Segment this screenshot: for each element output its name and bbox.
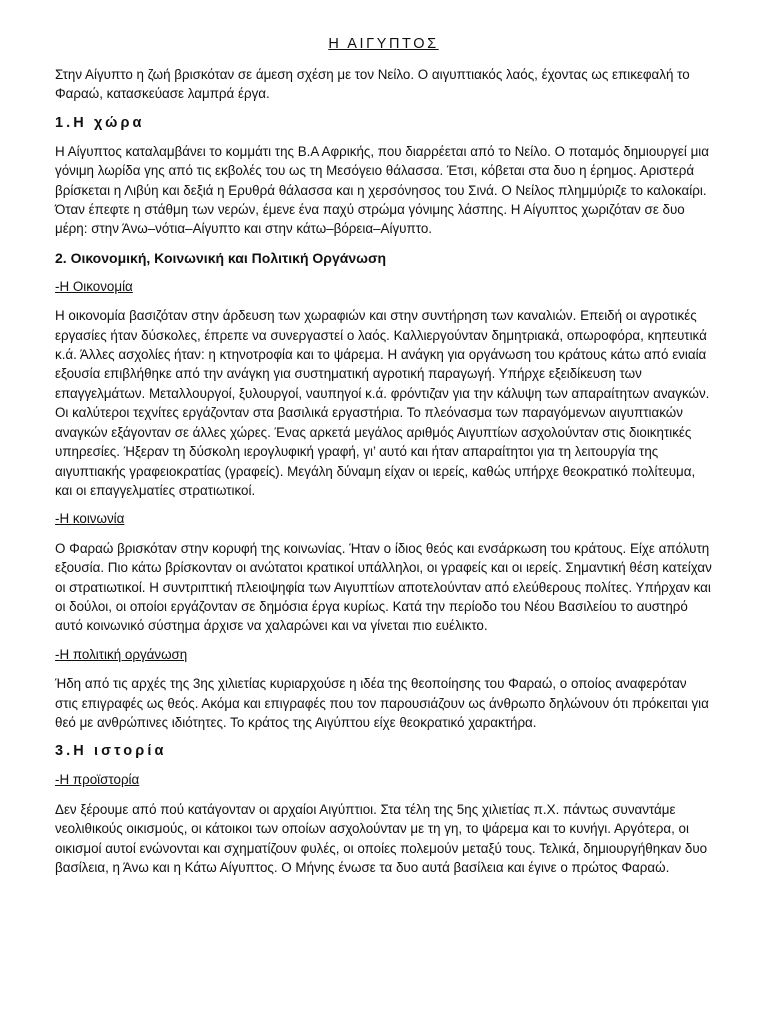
- society-paragraph: Ο Φαραώ βρισκόταν στην κορυφή της κοινωνίας. Ήταν ο ίδιος θεός και ενσάρκωση του κράτους. Είχε απόλυτη εξουσία. Πιο κάτω βρίσκονταν οι ανώτατοι κρατικοί υπάλληλοι, οι γραφείς και οι ιερείς. Σημαντική θέση κατείχαν οι στρατιωτικοί. Η συντριπτική πλειοψηφία των Αιγυπτίων αποτελούνταν από ελεύθερους πολίτες. Υπήρχαν και οι δούλοι, οι οποίοι εργάζονταν σε δημόσια έργα κυρίως. Κατά την περίοδο του Νέου Βασιλείου το αυστηρό αυτό κοινωνικό σύστημα άρχισε να χαλαρώνει και να γίνεται πιο ευέλικτο.: [55, 540, 712, 634]
- prehistory-paragraph: Δεν ξέρουμε από πού κατάγονταν οι αρχαίοι Αιγύπτιοι. Στα τέλη της 5ης χιλιετίας π.Χ. πάντως συναντάμε νεολιθικούς οικισμούς, οι κάτοικοι των οποίων ασχολούνταν με τη γη, το ψάρεμα και το κυνήγι. Αργότερα, οι οικισμοί αυτοί ενώνονται και σχηματίζουν φυλές, οι οποίες πολεμούν μεταξύ τους. Τελικά, δημιουργήθηκαν δυο βασίλεια, η Άνω και η Κάτω Αίγυπτος. Ο Μήνης ένωσε τα δυο αυτά βασίλεια και έγινε ο πρώτος Φαραώ.: [55, 801, 708, 875]
- subheading-politics: -Η πολιτική οργάνωση: [55, 646, 188, 662]
- section-heading-land: 1.Η χώρα: [55, 114, 145, 131]
- subheading-society: -Η κοινωνία: [55, 511, 125, 527]
- subheading-prehistory: -Η προϊστορία: [55, 772, 140, 788]
- section-heading-organization: 2. Οικονομική, Κοινωνική και Πολιτική Οργάνωση: [55, 249, 387, 266]
- section-heading-history: 3.Η ιστορία: [55, 743, 167, 760]
- land-paragraph: Η Αίγυπτος καταλαμβάνει το κομμάτι της Β.Α Αφρικής, που διαρρέεται από το Νείλο. Ο ποταμός δημιουργεί μια γόνιμη λωρίδα γης από τις εκβολές του ως τη Μεσόγειο θάλασσα. Έτσι, κόβεται στα δυο η έρημος. Αριστερά βρίσκεται η Λιβύη και δεξιά η Ερυθρά θάλασσα και η χερσόνησος του Σινά. Ο Νείλος πλημμύριζε το καλοκαίρι. Όταν έπεφτε η στάθμη των νερών, έμενε ένα παχύ στρώμα γόνιμης λάσπης. Η Αίγυπτος χωριζόταν σε δυο μέρη: στην Άνω–νότια–Αίγυπτο και στην κάτω–βόρεια–Αίγυπτο.: [55, 143, 710, 237]
- politics-paragraph: Ήδη από τις αρχές της 3ης χιλιετίας κυριαρχούσε η ιδέα της θεοποίησης του Φαραώ, ο οποίος αναφερόταν στις επιγραφές ως θεός. Ακόμα και επιγραφές που τον παρουσιάζουν ως άνθρωπο δηλώνουν ότι πρόκειται για θεό με ανθρώπινες ιδιότητες. Το κράτος της Αιγύπτου είχε θεοκρατικό χαρακτήρα.: [55, 676, 709, 730]
- intro-paragraph: Στην Αίγυπτο η ζωή βρισκόταν σε άμεση σχέση με τον Νείλο. Ο αιγυπτιακός λαός, έχοντας ως επικεφαλή το Φαραώ, κατασκεύασε λαμπρά έργα.: [55, 67, 690, 102]
- document-title: Η ΑΙΓΥΠΤΟΣ: [328, 36, 439, 52]
- economy-paragraph: Η οικονομία βασιζόταν στην άρδευση των χωραφιών και στην συντήρηση των καναλιών. Επειδή οι αγροτικές εργασίες ήταν δύσκολες, έπρεπε να συνεργαστεί ο λαός. Καλλιεργούνταν δημητριακά, οπωροφόρα, κηπευτικά κ.ά. Άλλες ασχολίες ήταν: η κτηνοτροφία και το ψάρεμα. Η ανάγκη για οργάνωση του κράτους κάτω από ενιαία εξουσία επιβλήθηκε από την ανάγκη για συστηματική αγροτική παραγωγή. Υπήρχε εξειδίκευση των επαγγελμάτων. Μεταλλουργοί, ξυλουργοί, ναυπηγοί κ.ά. φρόντιζαν για την κάλυψη των απαραίτητων αναγκών. Οι καλύτεροι τεχνίτες εργάζονταν στα βασιλικά εργαστήρια. Το πλεόνασμα των παραγόμενων αιγυπτιακών αναγκών εξάγονταν σε άλλες χώρες. Ένας αρκετά μεγάλος αριθμός Αιγυπτίων ασχολούνταν στις διοικητικές υπηρεσίες. Ήξεραν τη δύσκολη ιερογλυφική γραφή, γι’ αυτό και ήταν απαραίτητοι για τη λειτουργία της αιγυπτιακής γραφειοκρατίας (γραφείς). Μεγάλη δύναμη είχαν οι ιερείς, καθώς υπήρχε θεοκρατικό πολίτευμα, και οι επαγγελματίες στρατιωτικοί.: [55, 308, 710, 498]
- subheading-economy: -Η Οικονομία: [55, 278, 133, 294]
